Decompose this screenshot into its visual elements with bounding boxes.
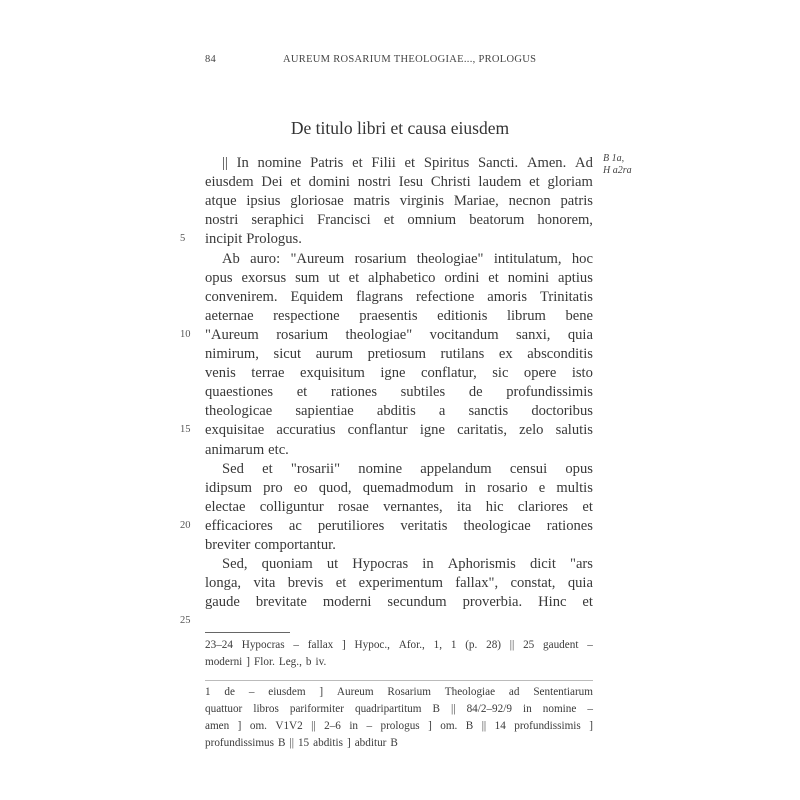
text-line: convenirem. Equidem flagrans refectione amoris Trinitatis — [205, 288, 593, 305]
text-line: idipsum pro eo quod, quemadmodum in rosario e multis — [205, 479, 593, 496]
text-line: "Aureum rosarium theologiae" vocitandum sanxi, quia — [205, 326, 593, 343]
text-line: quaestiones et rationes subtiles de profundissimis — [205, 384, 593, 401]
source-apparatus — [205, 637, 593, 671]
text-line: breviter comportantur. — [205, 537, 336, 553]
apparatus-line: 1 de – eiusdem ] Aureum Rosarium Theologiae ad Sententiarum — [205, 686, 593, 698]
text-line: opus exorsus sum ut et alphabetico ordini et nomini aptius — [205, 269, 593, 286]
page-number: 84 — [205, 54, 217, 65]
text-line: Ab auro: "Aureum rosarium theologiae" intitulatum, hoc — [222, 250, 593, 267]
margin-ref-line: H a2ra — [603, 165, 632, 176]
text-line: exquisitae accuratius conflantur igne caritatis, zelo salutis — [205, 422, 593, 439]
text-line: longa, vita brevis et experimentum fallax", constat, quia — [205, 575, 593, 592]
critical-apparatus — [205, 684, 593, 752]
text-line: animarum etc. — [205, 441, 289, 458]
apparatus-line: amen ] om. V1V2 || 2–6 in – prologus ] om. B || 14 profundissimis ] — [205, 720, 593, 732]
margin-ref-line: B 1a, — [603, 153, 625, 164]
line-number: 10 — [180, 328, 191, 340]
text-line: venis terrae exquisitum igne conflatur, sic opere isto — [205, 365, 593, 382]
line-number: 25 — [180, 615, 191, 627]
running-title: AUREUM ROSARIUM THEOLOGIAE..., PROLOGUS — [283, 54, 537, 65]
line-number: 20 — [180, 519, 191, 531]
footnote-rule — [205, 632, 290, 633]
text-line: Sed, quoniam ut Hypocras in Aphorismis dicit "ars — [222, 556, 593, 573]
apparatus-line: 23–24 Hypocras – fallax ] Hypoc., Afor., 1, 1 (p. 28) || 25 gaudent – — [205, 639, 593, 651]
margin-reference — [603, 153, 632, 177]
apparatus-separator — [205, 680, 593, 681]
text-line: electae colliguntur rosae vernantes, ita hic clariores et — [205, 498, 593, 515]
apparatus-line: profundissimus B || 15 abditis ] abditur B — [205, 737, 398, 749]
text-line: theologicae sapientiae abditis a sanctis doctoribus — [205, 403, 593, 420]
text-line: atque ipsius gloriosae matris virginis Mariae, necnon patris — [205, 193, 593, 210]
text-line: efficaciores ac perutiliores veritatis theologicae rationes — [205, 517, 593, 534]
line-number: 15 — [180, 424, 191, 436]
text-line: gaude brevitate moderni secundum proverbia. Hinc et — [205, 594, 593, 611]
apparatus-line: quattuor libros pariformiter quadripartitum B || 84/2–92/9 in nomine – — [205, 703, 593, 715]
text-line: incipit Prologus. — [205, 231, 302, 248]
section-title: De titulo libri et causa eiusdem — [290, 118, 510, 138]
text-line: nostri seraphici Francisci et omnium beatorum honorem, — [205, 212, 593, 229]
text-line: nimirum, sicut aurum pretiosum rutilans ex absconditis — [205, 346, 593, 362]
line-number: 5 — [180, 233, 186, 245]
text-line: Sed et "rosarii" nomine appelandum censui opus — [222, 460, 593, 477]
text-line: eiusdem Dei et domini nostri Iesu Christi laudem et gloriam — [205, 174, 593, 191]
text-line: || In nomine Patris et Filii et Spiritus Sancti. Amen. Ad — [222, 155, 593, 171]
apparatus-line: moderni ] Flor. Leg., b iv. — [205, 656, 327, 668]
text-line: aeternae respectione praesentis editionis librum bene — [205, 307, 593, 324]
